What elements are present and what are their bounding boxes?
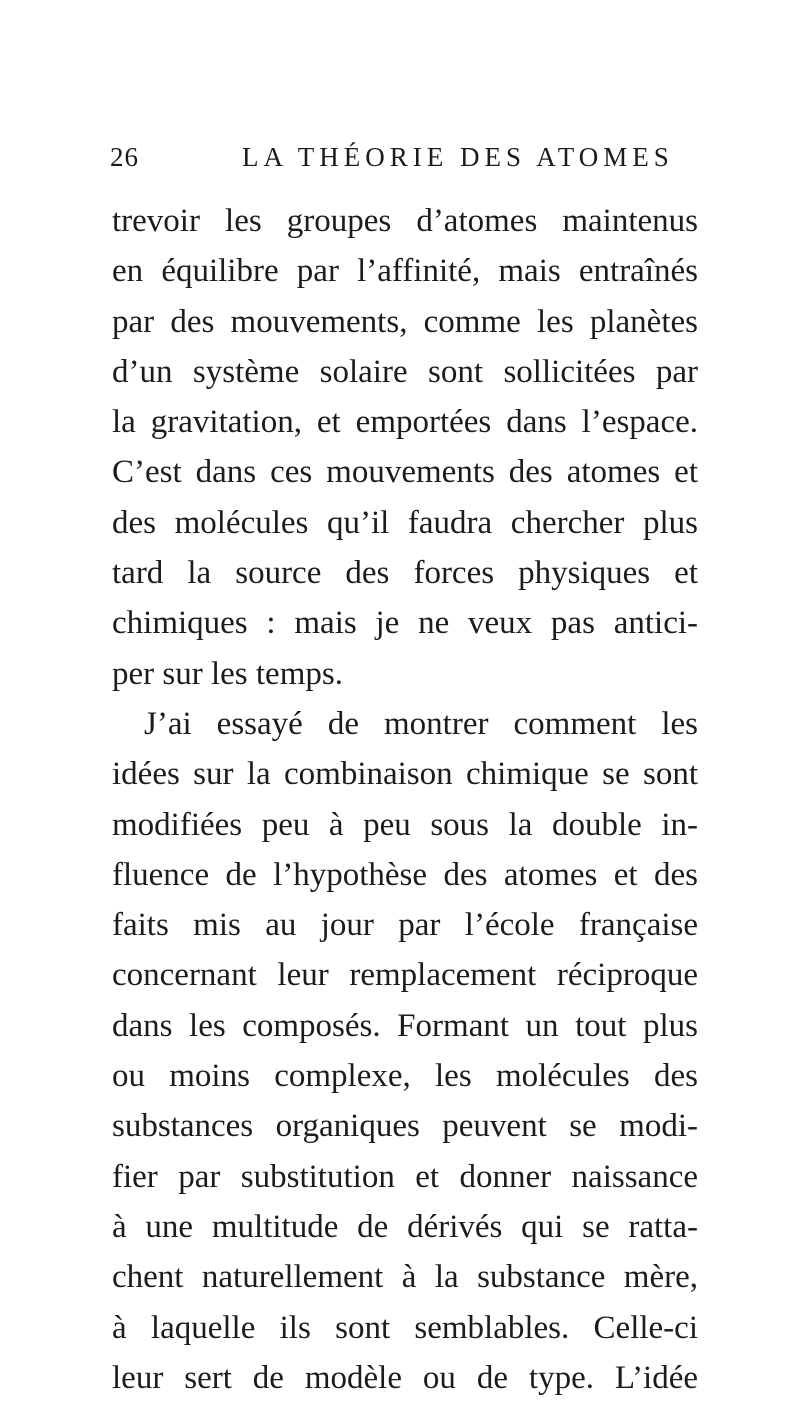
text-line: modifiées peu à peu sous la double in- [112, 806, 698, 843]
text-line: des molécules qu’il faudra chercher plus [112, 504, 698, 541]
text-line: chimiques : mais je ne veux pas antici- [112, 605, 698, 642]
text-line-paragraph-end: per sur les temps. [112, 655, 343, 692]
running-title: LA THÉORIE DES ATOMES [242, 142, 674, 172]
text-line: d’un système solaire sont sollicitées par [112, 353, 698, 390]
text-line: tard la source des forces physiques et [112, 555, 698, 592]
text-line: à laquelle ils sont semblables. Celle-ci [112, 1309, 698, 1346]
text-line: fier par substitution et donner naissance [112, 1158, 698, 1195]
page-number: 26 [110, 142, 139, 172]
text-line: fluence de l’hypothèse des atomes et des [112, 856, 698, 893]
running-head [110, 142, 710, 182]
text-line: dans les composés. Formant un tout plus [112, 1007, 698, 1044]
text-line: à une multitude de dérivés qui se ratta- [112, 1208, 698, 1245]
text-line: leur sert de modèle ou de type. L’idée [112, 1359, 698, 1396]
text-line: ou moins complexe, les molécules des [112, 1058, 698, 1095]
text-line: C’est dans ces mouvements des atomes et [112, 454, 698, 491]
text-line: la gravitation, et emportées dans l’espace. [112, 404, 698, 441]
body-text [112, 196, 698, 1403]
text-line: en équilibre par l’affinité, mais entraînés [112, 253, 698, 290]
text-line: idées sur la combinaison chimique se sont [112, 756, 698, 793]
text-line: concernant leur remplacement réciproque [112, 957, 698, 994]
text-line: trevoir les groupes d’atomes maintenus [112, 203, 698, 239]
text-line: chent naturellement à la substance mère, [112, 1259, 698, 1296]
text-line: faits mis au jour par l’école française [112, 907, 698, 944]
text-line: substances organiques peuvent se modi- [112, 1108, 698, 1145]
text-line: par des mouvements, comme les planètes [112, 303, 698, 340]
text-line-paragraph-start: J’ai essayé de montrer comment les [144, 705, 698, 742]
